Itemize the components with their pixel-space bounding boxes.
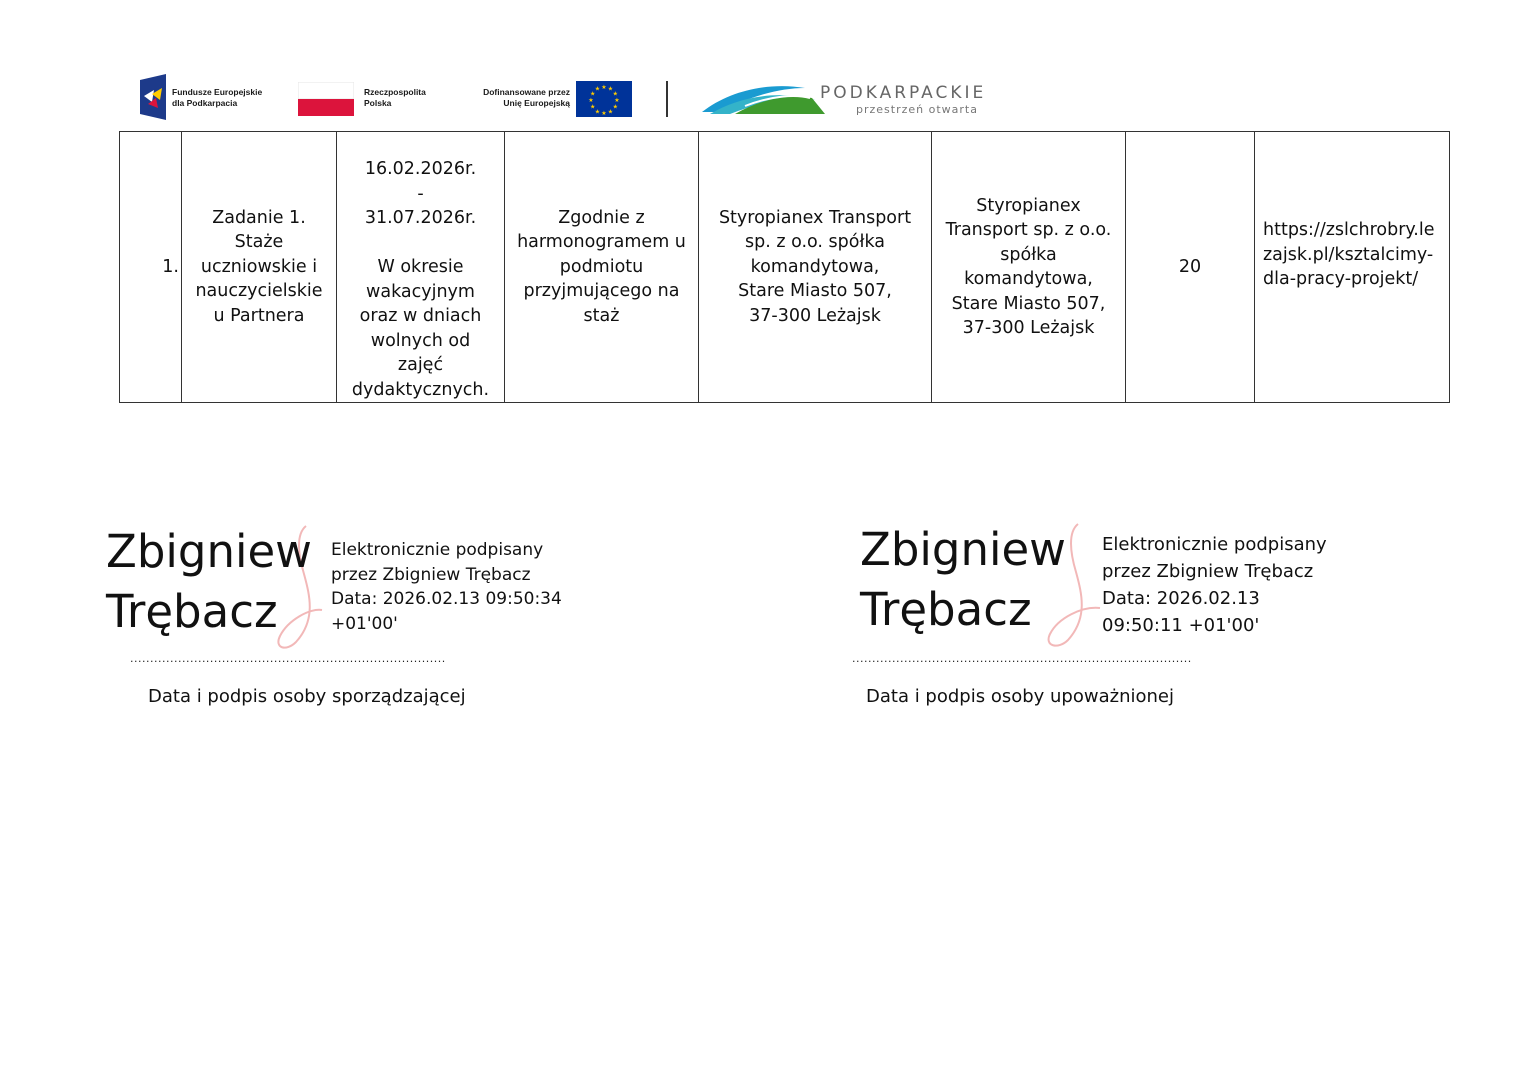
company-line: Stare Miasto 507, <box>738 281 892 302</box>
svg-text:★: ★ <box>614 97 620 104</box>
place-line: Transport sp. z o.o. <box>945 220 1112 240</box>
schedule-cell <box>505 132 699 403</box>
task-cell <box>182 132 337 403</box>
signature-left <box>106 522 566 722</box>
signature-detail-line: 09:50:11 +01'00' <box>1102 615 1260 636</box>
svg-text:★: ★ <box>607 108 614 116</box>
signature-caption: Data i podpis osoby upoważnionej <box>866 686 1174 707</box>
logo-divider <box>666 81 668 117</box>
eu-logo-line2: Unię Europejską <box>503 98 570 108</box>
signature-detail-line: Elektronicznie podpisany <box>331 540 544 560</box>
signature-detail-line: Elektronicznie podpisany <box>1102 534 1327 555</box>
podkarpackie-subtitle: przestrzeń otwarta <box>856 103 978 116</box>
svg-text:★: ★ <box>594 85 601 93</box>
task-line: uczniowskie i <box>200 256 318 277</box>
url-cell <box>1255 132 1450 403</box>
place-line: 37-300 Leżajsk <box>962 318 1095 338</box>
eu-cofinancing-logo <box>468 72 633 122</box>
company-line: sp. z o.o. spółka <box>744 232 886 253</box>
period-line: zajęć <box>397 355 444 375</box>
date-separator: - <box>417 183 424 204</box>
dates-cell <box>337 132 505 403</box>
svg-text:★: ★ <box>590 103 596 111</box>
period-line: W okresie <box>377 257 464 277</box>
signature-details <box>1102 531 1327 639</box>
svg-text:★: ★ <box>588 97 594 104</box>
logo-bar <box>138 72 1018 122</box>
signature-right <box>852 518 1358 718</box>
pl-logo-line2: Polska <box>364 98 392 108</box>
svg-text:★: ★ <box>601 84 607 91</box>
internship-table <box>119 131 1450 403</box>
schedule-line: podmiotu <box>559 256 644 277</box>
fe-emblem-icon <box>140 74 168 120</box>
project-link[interactable]: https://zslchrobry.lezajsk.pl/ksztalcimy-dla-pracy-projekt/ <box>1263 220 1435 289</box>
fe-logo-line1: Fundusze Europejskie <box>172 87 263 97</box>
company-line: 37-300 Leżajsk <box>749 305 881 326</box>
task-line: u Partnera <box>213 305 305 326</box>
podkarpackie-title: PODKARPACKIE <box>820 83 987 103</box>
svg-text:★: ★ <box>607 85 614 93</box>
signer-first-name: Zbigniew <box>106 525 312 578</box>
signer-first-name: Zbigniew <box>860 523 1066 576</box>
row-number-cell <box>120 132 182 403</box>
svg-text:★: ★ <box>612 103 618 111</box>
podkarpackie-logo <box>700 72 1020 122</box>
signature-detail-line: przez Zbigniew Trębacz <box>331 564 531 585</box>
rzeczpospolita-polska-logo <box>298 72 448 122</box>
signer-last-name: Trębacz <box>106 585 278 638</box>
pl-logo-line1: Rzeczpospolita <box>364 87 426 97</box>
date-end: 31.07.2026r. <box>364 208 477 228</box>
company-line: komandytowa, <box>750 256 880 277</box>
period-line: wolnych od <box>370 330 471 351</box>
table-row <box>120 132 1450 403</box>
schedule-line: harmonogramem u <box>517 232 686 253</box>
eu-logo-line1: Dofinansowane przez <box>483 87 570 97</box>
signature-line: ............................................................................... <box>130 652 446 665</box>
company-cell <box>699 132 932 403</box>
place-line: spółka <box>1000 244 1057 265</box>
signature-detail-line: przez Zbigniew Trębacz <box>1102 561 1314 582</box>
row-number: 1. <box>162 256 179 277</box>
signature-detail-line: Data: 2026.02.13 09:50:34 <box>331 589 562 609</box>
place-line: Stare Miasto 507, <box>951 293 1106 314</box>
svg-text:★: ★ <box>594 108 601 116</box>
count-cell <box>1126 132 1255 403</box>
date-start: 16.02.2026r. <box>364 159 477 179</box>
eu-flag-icon <box>576 81 632 117</box>
signature-caption: Data i podpis osoby sporządzającej <box>148 686 466 707</box>
signature-detail-line: +01'00' <box>331 613 398 634</box>
place-line: komandytowa, <box>964 269 1093 289</box>
signature-details <box>331 538 562 636</box>
task-line: Zadanie 1. <box>212 207 306 228</box>
company-line: Styropianex Transport <box>718 207 912 228</box>
podkarpackie-hills-icon <box>700 78 830 118</box>
period-line: oraz w dniach <box>359 306 482 326</box>
task-line: nauczycielskie <box>195 281 323 302</box>
svg-text:★: ★ <box>612 90 618 98</box>
spacer <box>343 231 498 256</box>
svg-text:★: ★ <box>601 110 607 117</box>
internship-place-cell <box>932 132 1126 403</box>
fe-logo-line2: dla Podkarpacia <box>172 98 238 108</box>
polish-flag-icon <box>298 82 354 116</box>
period-line: wakacyjnym <box>366 281 475 302</box>
task-line: Staże <box>234 232 284 253</box>
schedule-line: przyjmującego na <box>523 281 680 302</box>
fundusze-europejskie-logo <box>138 72 288 122</box>
participant-count: 20 <box>1178 256 1202 277</box>
place-line: Styropianex <box>976 195 1081 216</box>
signature-line: ..................................................................................... <box>852 652 1192 665</box>
signature-detail-line: Data: 2026.02.13 <box>1102 588 1260 609</box>
signer-last-name: Trębacz <box>860 583 1032 636</box>
period-line: dydaktycznych. <box>351 379 490 400</box>
svg-text:★: ★ <box>590 90 596 98</box>
schedule-line: staż <box>583 305 620 326</box>
schedule-line: Zgodnie z <box>558 207 645 228</box>
